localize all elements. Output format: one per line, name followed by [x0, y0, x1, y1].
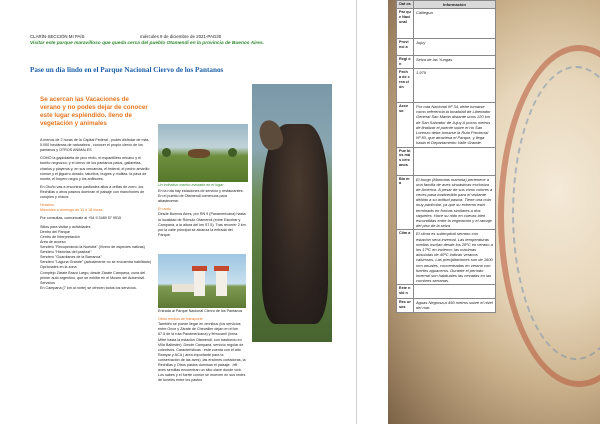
table-value: Aguas Negrosa,a 450 metros sobre el nivel del mar. [414, 299, 496, 312]
fauna-paragraph: COMO la gaplolaleta de pico recto, el espantillero ericano y el burrito negruzco; y el ciervo de los pantanos patos, gallaretas, charlos y playeros y, en sus cercanías, el federal, el pecho amarillo común y el jilguero dorado, taturitos, bugres y mulitas. la pava de monte, el boyero negro y los anfibores. [40, 156, 150, 181]
table-row [397, 230, 496, 285]
list-item: Sitios para visitar y actividades [40, 224, 91, 229]
by-car-paragraph: Desde Buenos Aires, por RN 9 (Panamericana) hasta la localidad de Rómulo Otamendi (entre Escobar y Campana, a la altura del km 57.5). Tras recorrer 2 km por la calle principal se alcanza la entrada del Parque. [158, 212, 246, 237]
transport-paragraph: También se puede llegar en ómnibus (los servicios entre Once y Zárate de Chevallier dejan en el km 67.5 de la ruta Panamericana) y ferrocarril (línea Mitre hasta la estación Otamendi, con trasbordo en Villa Ballester). Desde Campana, servicio regular de colectivos. Características : este cuenta con el alto Ramyar y ACA ( área importante para la conservación de las aves) ,las encimes cortadoras, la Rechillas y Otros pastos dominan el paisaje. ,hfil aves semillas encuentran un sitio clave donde vivir. Los sabes y el fuerte común se mueven en sus redes de tuneles entre los pastos [158, 322, 246, 383]
subheadline: Visitar este parque maravilloso que queda cerca del pueblo Otamendi en la provincia de Buenos Aires. [30, 41, 264, 46]
table-value [414, 147, 496, 175]
table-row [397, 147, 496, 175]
table-value: Calilegua [414, 9, 496, 39]
list-item: Centro de Interpretación [40, 234, 80, 239]
section-name: CLARÍN-SECCIÓN MI PAÍS [30, 34, 85, 39]
gate-pillar [194, 270, 205, 296]
list-item: Sendero "Historias del pastizal" [40, 250, 92, 255]
grassland-deer-photo [158, 124, 248, 182]
table-key: Rec ursos [397, 299, 414, 312]
table-row [397, 69, 496, 103]
table-header-cell: Dat os [397, 1, 414, 9]
table-row [397, 175, 496, 230]
services-paragraph: En la ruta hay estaciones de servicio y restaurantes. En el pueblo de Otamendi comercios para abastecerse. [158, 189, 244, 204]
tree-shape [228, 148, 237, 157]
list-item: Dentro del Parque [40, 229, 70, 234]
list-item: En Campana (7 km al norte) se ofrecen todos los servicios. [40, 285, 137, 290]
photo-caption: Entrada al Parque Nacional Ciervo de los Pantanos [158, 309, 243, 313]
table-key: Pue blos más cerc anos [397, 147, 414, 175]
table-key: Regi ón [397, 56, 414, 69]
table-value: El clima es subtropical serrano con estación seca invernal. Las temperaturas medias oscilan desde los 28ºC en verano a los 17ºC en invierno; las máximas absolutas de 40ºC indican veranos calurosos. Las precipitaciones son de 1600 mm anuales, concentradas en verano con fuertes aguaceros. Durante el período invernal son habituales las nevadas en las cumbres serranas. [414, 230, 496, 285]
list-item: Servicios [40, 280, 55, 285]
sites-list [40, 225, 152, 291]
park-entrance-photo [158, 254, 246, 308]
table-value: 1.979 [414, 69, 496, 103]
table-key: Exte nsió n [397, 285, 414, 299]
left-column [40, 138, 152, 291]
issue-date: miércoles 9 de diciembre de 2021-PAG30 [140, 34, 222, 39]
table-row [397, 39, 496, 56]
intro-paragraph: A menos de 2 horas de la Capital Federal , podés disfrutar de más 5.000 hectáreas de naturaleza , conocer el propio ciervo de los pantanos y OTROS ANIMALES [40, 138, 149, 153]
table-key: Provi nci a [397, 39, 414, 56]
table-key: Fech a de crea ción [397, 69, 414, 103]
table-value [414, 285, 496, 299]
horarios-label: Horarios [40, 203, 54, 208]
page-gutter [356, 0, 357, 424]
autumn-paragraph: En Otoño vas a encontrar pastizales altos a orillas de zorro ,los Rechillas o otros paseos dominan el paisaje con manchones de curupies y chicos [40, 184, 145, 200]
masthead [30, 34, 330, 39]
table-key: Acce so [397, 103, 414, 148]
table-row [397, 9, 496, 39]
table-row [397, 56, 496, 69]
list-item: Área de acceso [40, 239, 66, 244]
list-item: Opcionales en la zona [40, 265, 77, 270]
table-value: El burgo (Mamotas mamota) pertenece a una familia de aves sinuásticas exclusiva de América. A pesar de sus vivos colores a veces pasa inadvertido para el visitante debido a su actitud pasiva. Tiene una cola muy particular, ya que su extremo está terminado en formas similares a dos raquetes. Hace su nido en cuevas bien escondidas entre la vegetación y el ramaje del piso de la selva [414, 175, 496, 230]
tree-shape [162, 148, 171, 157]
pillar-roof [214, 266, 229, 271]
table-header-cell: Información [414, 1, 496, 9]
deer-closeup-photo [252, 84, 332, 342]
table-key: Bio ma [397, 175, 414, 230]
table-header-row [397, 1, 496, 9]
table-row [397, 299, 496, 312]
park-info-table [396, 0, 496, 313]
table-value: Selva de las Yungas [414, 56, 496, 69]
by-car-label: En auto [158, 207, 171, 212]
table-row [397, 103, 496, 148]
photo-caption: Un individuo macho avistado en el lugar [158, 183, 224, 187]
gate-pillar [216, 270, 227, 296]
table-key: Clim a [397, 230, 414, 285]
pillar-roof [192, 266, 207, 271]
list-item: Sendero "Laguna Grande" (actualmente no se encuentra habilitado) [40, 260, 152, 265]
horarios-text: Miercoles a domingo de 11 a 18 horas [40, 208, 103, 213]
transport-column [158, 309, 246, 387]
table-row [397, 285, 496, 299]
orange-headline: Se acercan las Vacaciones de verano y no podes dejar de conocer este lugar esplendido. lleno de vegetación y animales [40, 96, 148, 127]
list-item: Sendero "Guardianes de la Barranca" [40, 255, 102, 260]
middle-column [158, 189, 246, 241]
transport-label: Otros medios de transporte [158, 317, 203, 322]
table-key: Par que Naci onal [397, 9, 414, 39]
list-item: Sendero "Recuperando la Nuestra" (Vivero de especies nativas) [40, 244, 145, 249]
deer-shape [188, 149, 210, 158]
table-value: Por ruta Nacional Nº 34, debe tomarse como referencia la localidad de Libertador General San Martín distante unos 120 km de San Salvador de Jujuy A pocos metros de finalizar el puente sobre el río San Lorenzo debe tomarse la Ruta Provincial Nº 83, que atraviesa el Parque, y llega hasta el Departamento Valle Grande. [414, 103, 496, 148]
wall-shape [172, 284, 196, 292]
article-title: Pase un día lindo en el Parque Nacional Ciervo de los Pantanos [30, 66, 224, 74]
contact-paragraph: Por consultas, comunicate al +54 9 3489 57 9515 [40, 216, 122, 221]
deer-head-shape [262, 124, 328, 324]
list-item: Complejo Zárate Brazo Largo, desde Zárate Campana, cuna del primer auto argentino, que se exhibe en el Museo del Automóvil. [40, 270, 146, 280]
table-value: Jujuy [414, 39, 496, 56]
